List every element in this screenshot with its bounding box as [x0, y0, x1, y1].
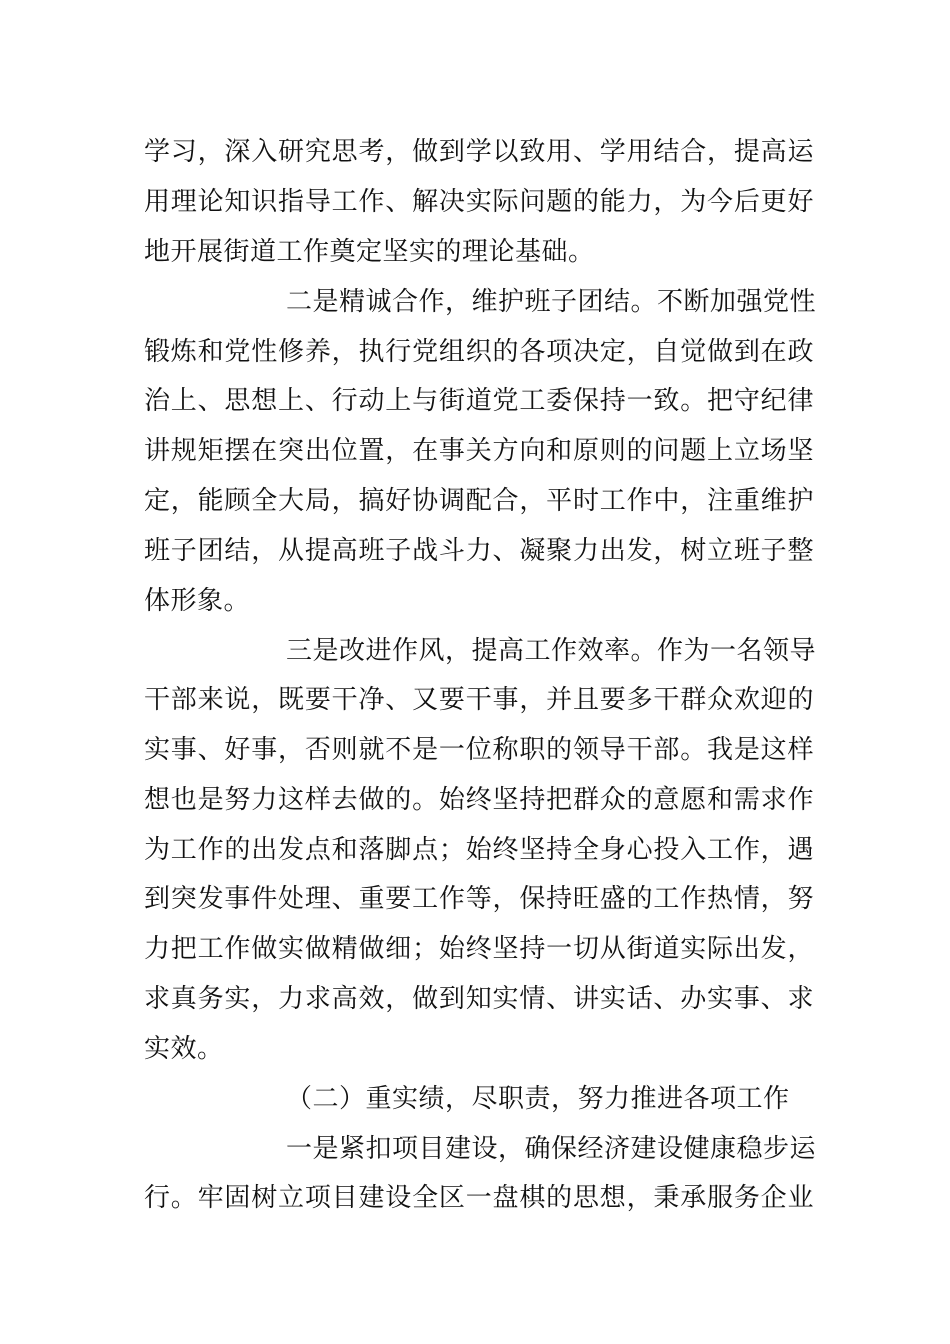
section-heading: （二）重实绩，尽职责，努力推进各项工作 — [286, 1084, 790, 1114]
text-line: 用理论知识指导工作、解决实际问题的能力，为今后更好 — [144, 187, 814, 217]
text-line: 行。牢固树立项目建设全区一盘棋的思想，秉承服务企业 — [144, 1183, 814, 1213]
text-line: 地开展街道工作奠定坚实的理论基础。 — [144, 237, 595, 267]
text-line: 体形象。 — [144, 586, 251, 616]
text-line: 求真务实，力求高效，做到知实情、讲实话、办实事、求 — [144, 984, 814, 1014]
text-line: 锻炼和党性修养，执行党组织的各项决定，自觉做到在政 — [144, 337, 814, 367]
text-line: 实效。 — [144, 1034, 224, 1064]
text-line: 干部来说，既要干净、又要干事，并且要多干群众欢迎的 — [144, 685, 814, 715]
text-line: 实事、好事，否则就不是一位称职的领导干部。我是这样 — [144, 735, 814, 765]
paragraph-start-line: 二是精诚合作，维护班子团结。不断加强党性 — [286, 287, 817, 317]
paragraph-start-line: 一是紧扣项目建设，确保经济建设健康稳步运 — [286, 1134, 817, 1164]
text-line: 到突发事件处理、重要工作等，保持旺盛的工作热情，努 — [144, 884, 814, 914]
text-line: 为工作的出发点和落脚点；始终坚持全身心投入工作，遇 — [144, 835, 814, 865]
text-line: 治上、思想上、行动上与街道党工委保持一致。把守纪律 — [144, 386, 814, 416]
paragraph-start-line: 三是改进作风，提高工作效率。作为一名领导 — [286, 636, 817, 666]
text-line: 班子团结，从提高班子战斗力、凝聚力出发，树立班子整 — [144, 536, 814, 566]
text-line: 力把工作做实做精做细；始终坚持一切从街道实际出发， — [144, 934, 814, 964]
text-line: 定，能顾全大局，搞好协调配合，平时工作中，注重维护 — [144, 486, 814, 516]
text-line: 想也是努力这样去做的。始终坚持把群众的意愿和需求作 — [144, 785, 814, 815]
text-line: 讲规矩摆在突出位置，在事关方向和原则的问题上立场坚 — [144, 436, 814, 466]
text-line: 学习，深入研究思考，做到学以致用、学用结合，提高运 — [144, 137, 814, 167]
